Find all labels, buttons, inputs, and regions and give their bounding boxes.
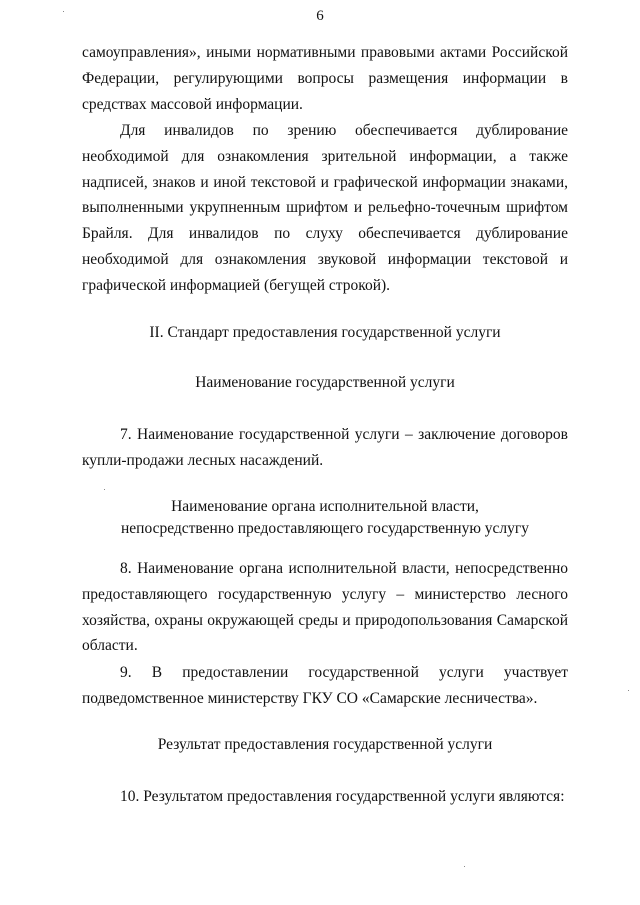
subheading-service-name: Наименование государственной услуги	[195, 374, 455, 391]
scan-speck	[464, 866, 465, 867]
section-heading-standard: II. Стандарт предоставления государственной услуги	[149, 324, 501, 341]
paragraph-intro-continuation: самоуправления», иными нормативными правовыми актами Российской Федерации, регулирующими вопросы размещения информации в средствах массовой информации.	[82, 44, 568, 113]
subheading-result: Результат предоставления государственной услуги	[157, 736, 493, 753]
subheading-authority-line-2: непосредственно предоставляющего государственную услугу	[120, 520, 530, 537]
scan-speck	[63, 11, 64, 12]
paragraph-item-9: 9. В предоставлении государственной услуги участвует подведомственное министерству ГКУ СО «Самарские лесничества».	[82, 664, 568, 707]
page-number: 6	[316, 8, 324, 24]
paragraph-item-8: 8. Наименование органа исполнительной власти, непосредственно предоставляющего государственную услугу – министерство лесного хозяйства, охраны окружающей среды и природопользования Самарской области.	[82, 560, 568, 655]
paragraph-disability-accessibility: Для инвалидов по зрению обеспечивается дублирование необходимой для ознакомления зрительной информации, а также надписей, знаков и иной текстовой и графической информации знаками, выполненными укрупненным шрифтом и рельефно-точечным шрифтом Брайля. Для инвалидов по слуху обеспечивается дублирование необходимой для ознакомления звуковой информации текстовой и графической информацией (бегущей строкой).	[82, 122, 568, 294]
subheading-authority-line-1: Наименование органа исполнительной власти,	[171, 498, 479, 515]
scan-speck	[104, 489, 105, 490]
paragraph-item-10: 10. Результатом предоставления государственной услуги являются:	[120, 788, 565, 805]
scan-speck	[628, 690, 629, 691]
paragraph-item-7: 7. Наименование государственной услуги – заключение договоров купли-продажи лесных насаждений.	[82, 426, 568, 469]
subheading-authority	[82, 496, 568, 540]
